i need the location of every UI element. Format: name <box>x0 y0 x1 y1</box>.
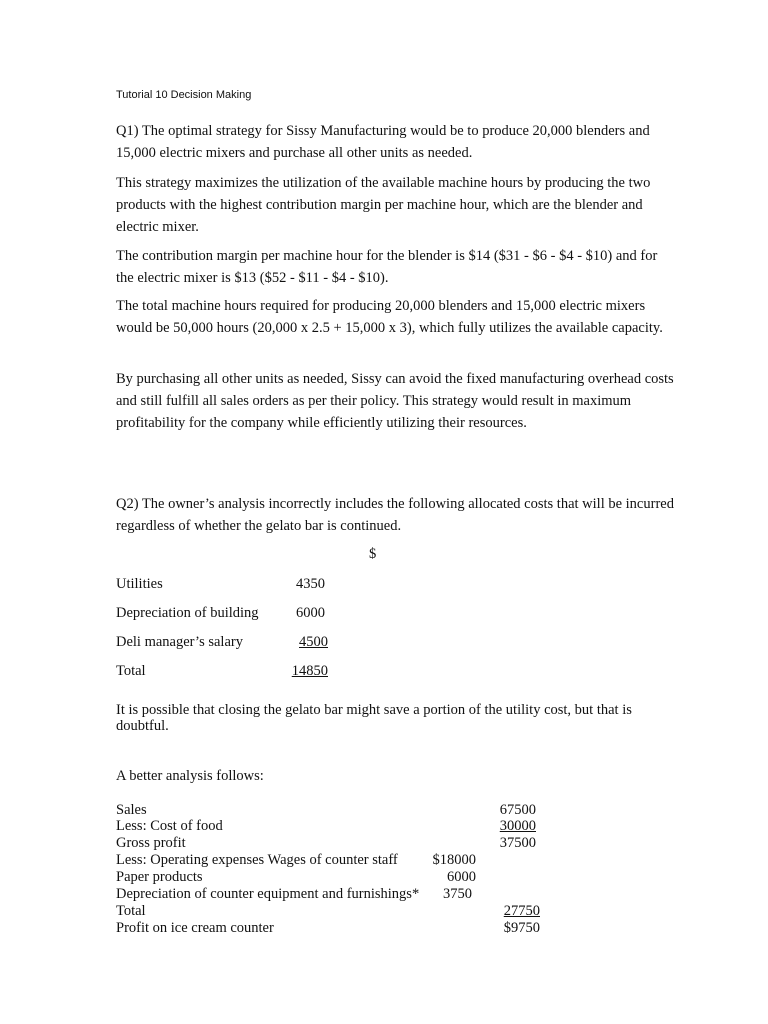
q1-paragraph-1: Q1) The optimal strategy for Sissy Manufacturing would be to produce 20,000 blenders and 15,000 electric mixers and purchase all other units as needed. <box>116 123 650 161</box>
better-analysis-heading: A better analysis follows: <box>116 768 264 784</box>
cost-label-depreciation: Depreciation of building <box>116 605 259 621</box>
analysis-label-profit: Profit on ice cream counter <box>116 920 274 936</box>
document-title: Tutorial 10 Decision Making <box>116 89 252 101</box>
currency-header: $ <box>369 546 377 562</box>
cost-label-utilities: Utilities <box>116 576 163 592</box>
analysis-value-total: 27750 <box>503 903 540 919</box>
analysis-mid-wages: $18000 <box>432 852 476 868</box>
analysis-value-sales: 67500 <box>499 802 536 818</box>
analysis-mid-paper-products: 6000 <box>447 869 476 885</box>
analysis-label-paper-products: Paper products <box>116 869 203 885</box>
analysis-label-sales: Sales <box>116 802 147 818</box>
cost-label-manager-salary: Deli manager’s salary <box>116 634 243 650</box>
analysis-label-depreciation-equipment: Depreciation of counter equipment and furnishings* <box>116 886 420 902</box>
analysis-label-total: Total <box>116 903 146 919</box>
analysis-value-gross-profit: 37500 <box>499 835 536 851</box>
q1-paragraph-5: By purchasing all other units as needed, Sissy can avoid the fixed manufacturing overhead costs and still fulfill all sales orders as per their policy. This strategy would result in maximum profitability for the company while efficiently utilizing their resources. <box>116 371 674 431</box>
cost-label-total: Total <box>116 663 146 679</box>
q1-paragraph-2: This strategy maximizes the utilization of the available machine hours by producing the two products with the highest contribution margin per machine hour, which are the blender and electric mixer. <box>116 175 651 235</box>
cost-value-manager-salary: 4500 <box>299 634 328 650</box>
q1-paragraph-3: The contribution margin per machine hour for the blender is $14 ($31 - $6 - $4 - $10) and for the electric mixer is $13 ($52 - $11 - $4 - $10). <box>116 248 658 286</box>
cost-value-depreciation: 6000 <box>296 605 325 621</box>
analysis-label-gross-profit: Gross profit <box>116 835 186 851</box>
q2-note: It is possible that closing the gelato bar might save a portion of the utility cost, but that is doubtful. <box>116 702 632 734</box>
analysis-value-profit: $9750 <box>503 920 540 936</box>
q2-intro: Q2) The owner’s analysis incorrectly includes the following allocated costs that will be incurred regardless of whether the gelato bar is continued. <box>116 496 674 534</box>
analysis-label-wages: Less: Operating expenses Wages of counter staff <box>116 852 398 868</box>
analysis-value-cost-of-food: 30000 <box>499 818 536 834</box>
q1-paragraph-4: The total machine hours required for producing 20,000 blenders and 15,000 electric mixers would be 50,000 hours (20,000 x 2.5 + 15,000 x 3), which fully utilizes the available capacity. <box>116 298 663 336</box>
cost-value-total: 14850 <box>291 663 328 679</box>
analysis-label-cost-of-food: Less: Cost of food <box>116 818 223 834</box>
cost-value-utilities: 4350 <box>296 576 325 592</box>
analysis-mid-depreciation-equipment: 3750 <box>443 886 472 902</box>
